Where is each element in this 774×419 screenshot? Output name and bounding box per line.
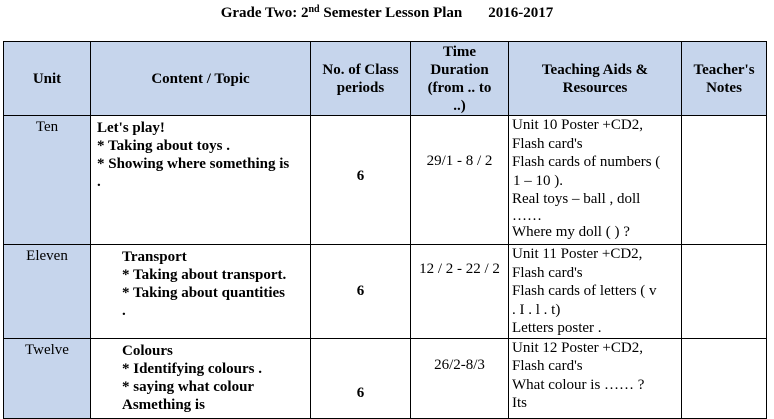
- header-notes: Teacher's Notes: [682, 42, 767, 116]
- time-cell: 26/2-8/3: [411, 338, 509, 418]
- title-prefix: Grade Two: 2: [220, 5, 309, 21]
- unit-cell: Ten: [4, 116, 91, 245]
- title-year: 2016-2017: [488, 5, 554, 21]
- unit-cell: Eleven: [4, 245, 91, 339]
- notes-cell: [682, 338, 767, 418]
- document-title: [0, 4, 774, 22]
- header-aids: Teaching Aids & Resources: [509, 42, 682, 116]
- header-time: Time Duration (from .. to ..): [411, 42, 509, 116]
- unit-cell: Twelve: [4, 338, 91, 418]
- time-cell: 12 / 2 - 22 / 2: [411, 245, 509, 339]
- periods-cell: 6: [311, 116, 411, 245]
- content-cell: Transport * Taking about transport. * Taking about quantities .: [91, 245, 311, 339]
- title-superscript: nd: [308, 4, 320, 15]
- notes-cell: [682, 116, 767, 245]
- time-cell: 29/1 - 8 / 2: [411, 116, 509, 245]
- header-periods: No. of Class periods: [311, 42, 411, 116]
- lesson-plan-table: [3, 41, 767, 419]
- aids-cell: Unit 10 Poster +CD2, Flash card's Flash cards of numbers ( 1 – 10 ). Real toys – ball , doll …… Where my doll ( ) ?: [509, 116, 682, 245]
- header-unit: Unit: [4, 42, 91, 116]
- notes-cell: [682, 245, 767, 339]
- content-cell: Colours * Identifying colours . * saying what colour Asmething is: [91, 338, 311, 418]
- table-row: [4, 245, 767, 339]
- header-content: Content / Topic: [91, 42, 311, 116]
- header-row: [4, 42, 767, 116]
- aids-cell: Unit 11 Poster +CD2, Flash card's Flash cards of letters ( v . I . l . t) Letters poster .: [509, 245, 682, 339]
- title-rest: Semester Lesson Plan: [319, 5, 463, 21]
- periods-cell: 6: [311, 338, 411, 418]
- periods-cell: 6: [311, 245, 411, 339]
- aids-cell: Unit 12 Poster +CD2, Flash card's What colour is …… ? Its: [509, 338, 682, 418]
- table-row: [4, 338, 767, 418]
- table-row: [4, 116, 767, 245]
- content-cell: Let's play! * Taking about toys . * Showing where something is .: [91, 116, 311, 245]
